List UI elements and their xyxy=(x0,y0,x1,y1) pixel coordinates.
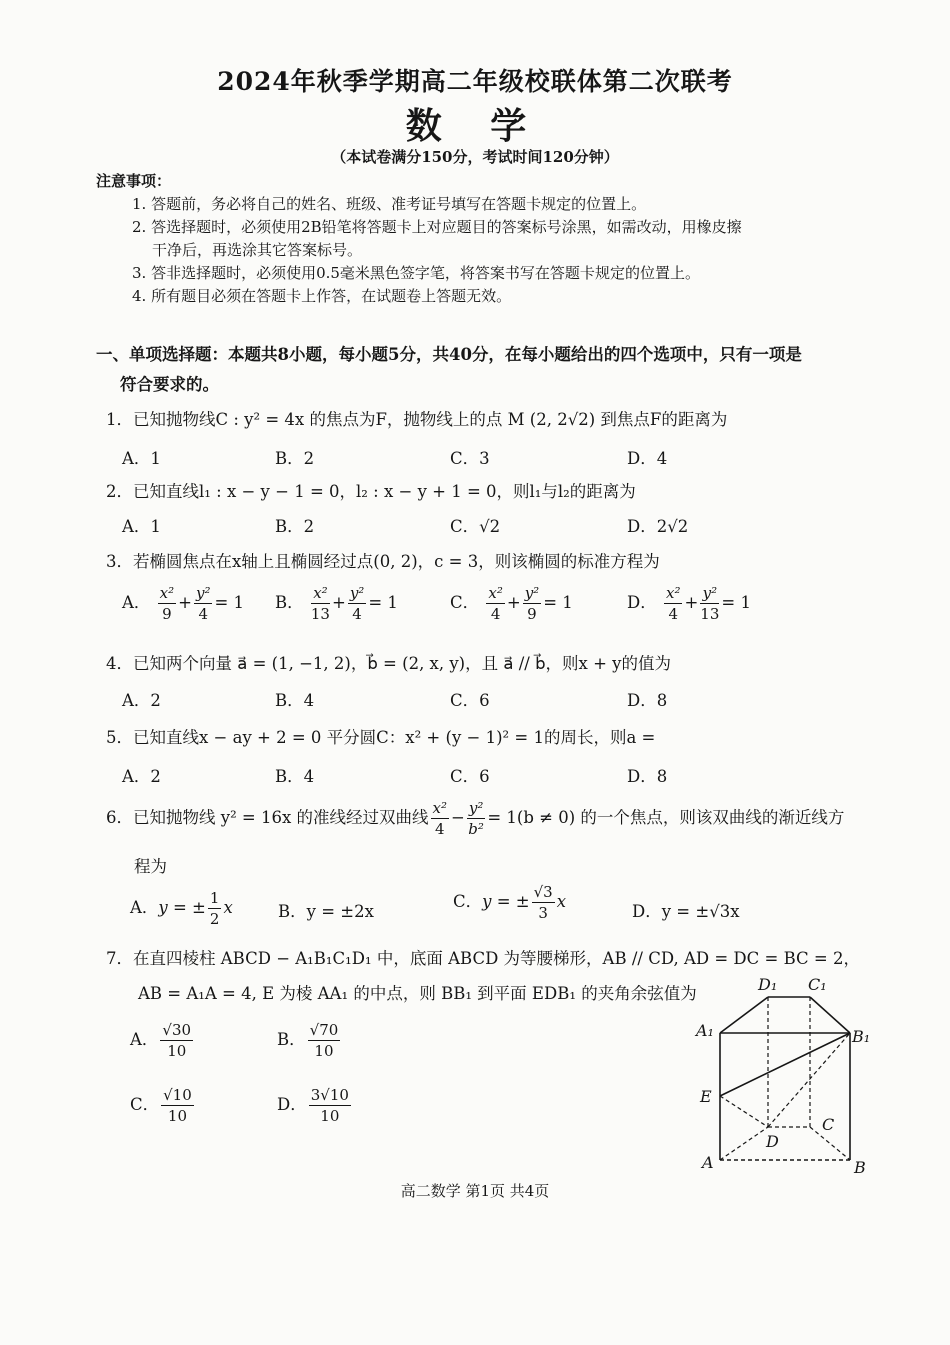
notice-item-2: 2. 答选择题时，必须使用2B铅笔将答题卡上对应题目的答案标号涂黑，如需改动，用橡皮擦 xyxy=(132,218,742,236)
q3-option-d: D． $\frac{\text{x²}}{4}$ + $\frac{\text{y²}}{13}$ = 1 xyxy=(627,584,751,623)
section-line-1: 一、单项选择题：本题共8小题，每小题5分，共40分，在每小题给出的四个选项中，只有一项是 xyxy=(96,345,802,364)
page-footer: 高二数学 第1页 共4页 xyxy=(400,1182,550,1200)
section-heading xyxy=(96,340,802,400)
q5-option-c: C．6 xyxy=(450,767,490,786)
label-b: B xyxy=(854,1158,866,1177)
edge-a1d1 xyxy=(720,997,768,1033)
score-note: （本试卷满分150分，考试时间120分钟） xyxy=(331,148,619,166)
q3-option-d-label: D． xyxy=(627,593,657,612)
question-4-stem: 4．已知两个向量 a⃗ = (1, −1, 2)，b⃗ = (2, x, y)，且 a⃗ // b⃗，则x + y的值为 xyxy=(106,654,671,673)
question-1-stem: 1．已知抛物线C : y² = 4x 的焦点为F，抛物线上的点 M (2, 2√2) 到焦点F的距离为 xyxy=(106,410,728,429)
q6-option-b: B．y = ±2x xyxy=(278,902,374,921)
q5-option-d: D．8 xyxy=(627,767,668,786)
q7-option-c: C． $\frac{√10}{10}$ xyxy=(130,1086,192,1125)
q5-option-b: B．4 xyxy=(275,767,315,786)
edge-c1b1 xyxy=(810,997,850,1033)
label-a: A xyxy=(702,1153,714,1172)
prism-figure xyxy=(690,970,880,1185)
q2-option-d: D．2√2 xyxy=(627,517,689,536)
section-line-2: 符合要求的。 xyxy=(120,375,219,394)
label-a1: A₁ xyxy=(696,1021,714,1040)
q4-option-a: A．2 xyxy=(122,691,161,710)
question-2-stem: 2．已知直线l₁ : x − y − 1 = 0，l₂ : x − y + 1 = 0，则l₁与l₂的距离为 xyxy=(106,482,636,501)
subject-title: 数 学 xyxy=(405,105,545,147)
q1-option-b: B．2 xyxy=(275,449,315,468)
q1-option-a: A．1 xyxy=(122,449,161,468)
notice-item-4: 4. 所有题目必须在答题卡上作答，在试题卷上答题无效。 xyxy=(132,287,512,305)
q3-option-a: A． $\frac{\text{x²}}{9}$ + $\frac{\text{y²}}{4}$ = 1 xyxy=(122,584,245,623)
q6-option-c: C．y = ± $\frac{√3}{3}$ x xyxy=(453,883,567,922)
label-b1: B₁ xyxy=(852,1027,871,1046)
label-c1: C₁ xyxy=(808,975,827,994)
edge-ad xyxy=(720,1127,768,1160)
q3-option-c-label: C． xyxy=(450,593,480,612)
q1-option-c: C．3 xyxy=(450,449,490,468)
label-d1: D₁ xyxy=(758,975,778,994)
label-e: E xyxy=(700,1087,712,1106)
q3-option-c: C． $\frac{\text{x²}}{4}$ + $\frac{\text{y²}}{9}$ = 1 xyxy=(450,584,573,623)
q3-option-b-label: B． xyxy=(275,593,304,612)
q7-option-b: B． $\frac{√70}{10}$ xyxy=(277,1021,339,1060)
q4-option-d: D．8 xyxy=(627,691,668,710)
q6-option-a: A．y = ± $\frac{1}{2}$ x xyxy=(130,889,233,928)
notice-item-1: 1. 答题前，务必将自己的姓名、班级、准考证号填写在答题卡规定的位置上。 xyxy=(132,195,647,213)
q5-option-a: A．2 xyxy=(122,767,161,786)
q3-option-b: B． $\frac{\text{x²}}{13}$ + $\frac{\text{y²}}{4}$ = 1 xyxy=(275,584,398,623)
q7-option-d: D． $\frac{3√10}{10}$ xyxy=(277,1086,349,1125)
q4-option-b: B．4 xyxy=(275,691,315,710)
question-3-stem: 3．若椭圆焦点在x轴上且椭圆经过点(0, 2)，c = 3，则该椭圆的标准方程为 xyxy=(106,552,660,571)
q6-option-d: D．y = ±√3x xyxy=(632,902,740,921)
question-7-stem-cont: AB = A₁A = 4, E 为棱 AA₁ 的中点，则 BB₁ 到平面 EDB₁ 的夹角余弦值为 xyxy=(138,984,697,1003)
exam-title: 2024年秋季学期高二年级校联体第二次联考 xyxy=(217,67,733,96)
q1-option-d: D．4 xyxy=(627,449,668,468)
label-c: C xyxy=(822,1115,835,1134)
label-d: D xyxy=(766,1132,779,1151)
question-6-stem: 6．已知抛物线 y² = 16x 的准线经过双曲线 $\frac{\text{x²}}{4}$ − $\frac{\text{y²}}{\text{b²}}$ = 1(b ≠ 0) 的一个焦点，则该双曲线的渐近线方 xyxy=(106,799,845,838)
q2-option-b: B．2 xyxy=(275,517,315,536)
q7-option-a: A． $\frac{√30}{10}$ xyxy=(130,1021,192,1060)
q2-option-a: A．1 xyxy=(122,517,161,536)
q3-option-a-label: A． xyxy=(122,593,151,612)
segment-eb1 xyxy=(720,1033,850,1096)
notice-item-3: 3. 答非选择题时，必须使用0.5毫米黑色签字笔，将答案书写在答题卡规定的位置上。 xyxy=(132,264,700,282)
question-5-stem: 5．已知直线x − ay + 2 = 0 平分圆C：x² + (y − 1)² = 1的周长，则a = xyxy=(106,728,656,747)
question-6-stem-cont: 程为 xyxy=(134,857,167,876)
segment-db1 xyxy=(768,1033,850,1127)
q2-option-c: C．√2 xyxy=(450,517,501,536)
q4-option-c: C．6 xyxy=(450,691,490,710)
segment-ed xyxy=(720,1096,768,1127)
notice-title: 注意事项： xyxy=(96,172,172,190)
notice-item-2-cont: 干净后，再选涂其它答案标号。 xyxy=(152,241,363,259)
question-7-stem: 7．在直四棱柱 ABCD − A₁B₁C₁D₁ 中，底面 ABCD 为等腰梯形，AB // CD, AD = DC = BC = 2， xyxy=(106,949,860,968)
